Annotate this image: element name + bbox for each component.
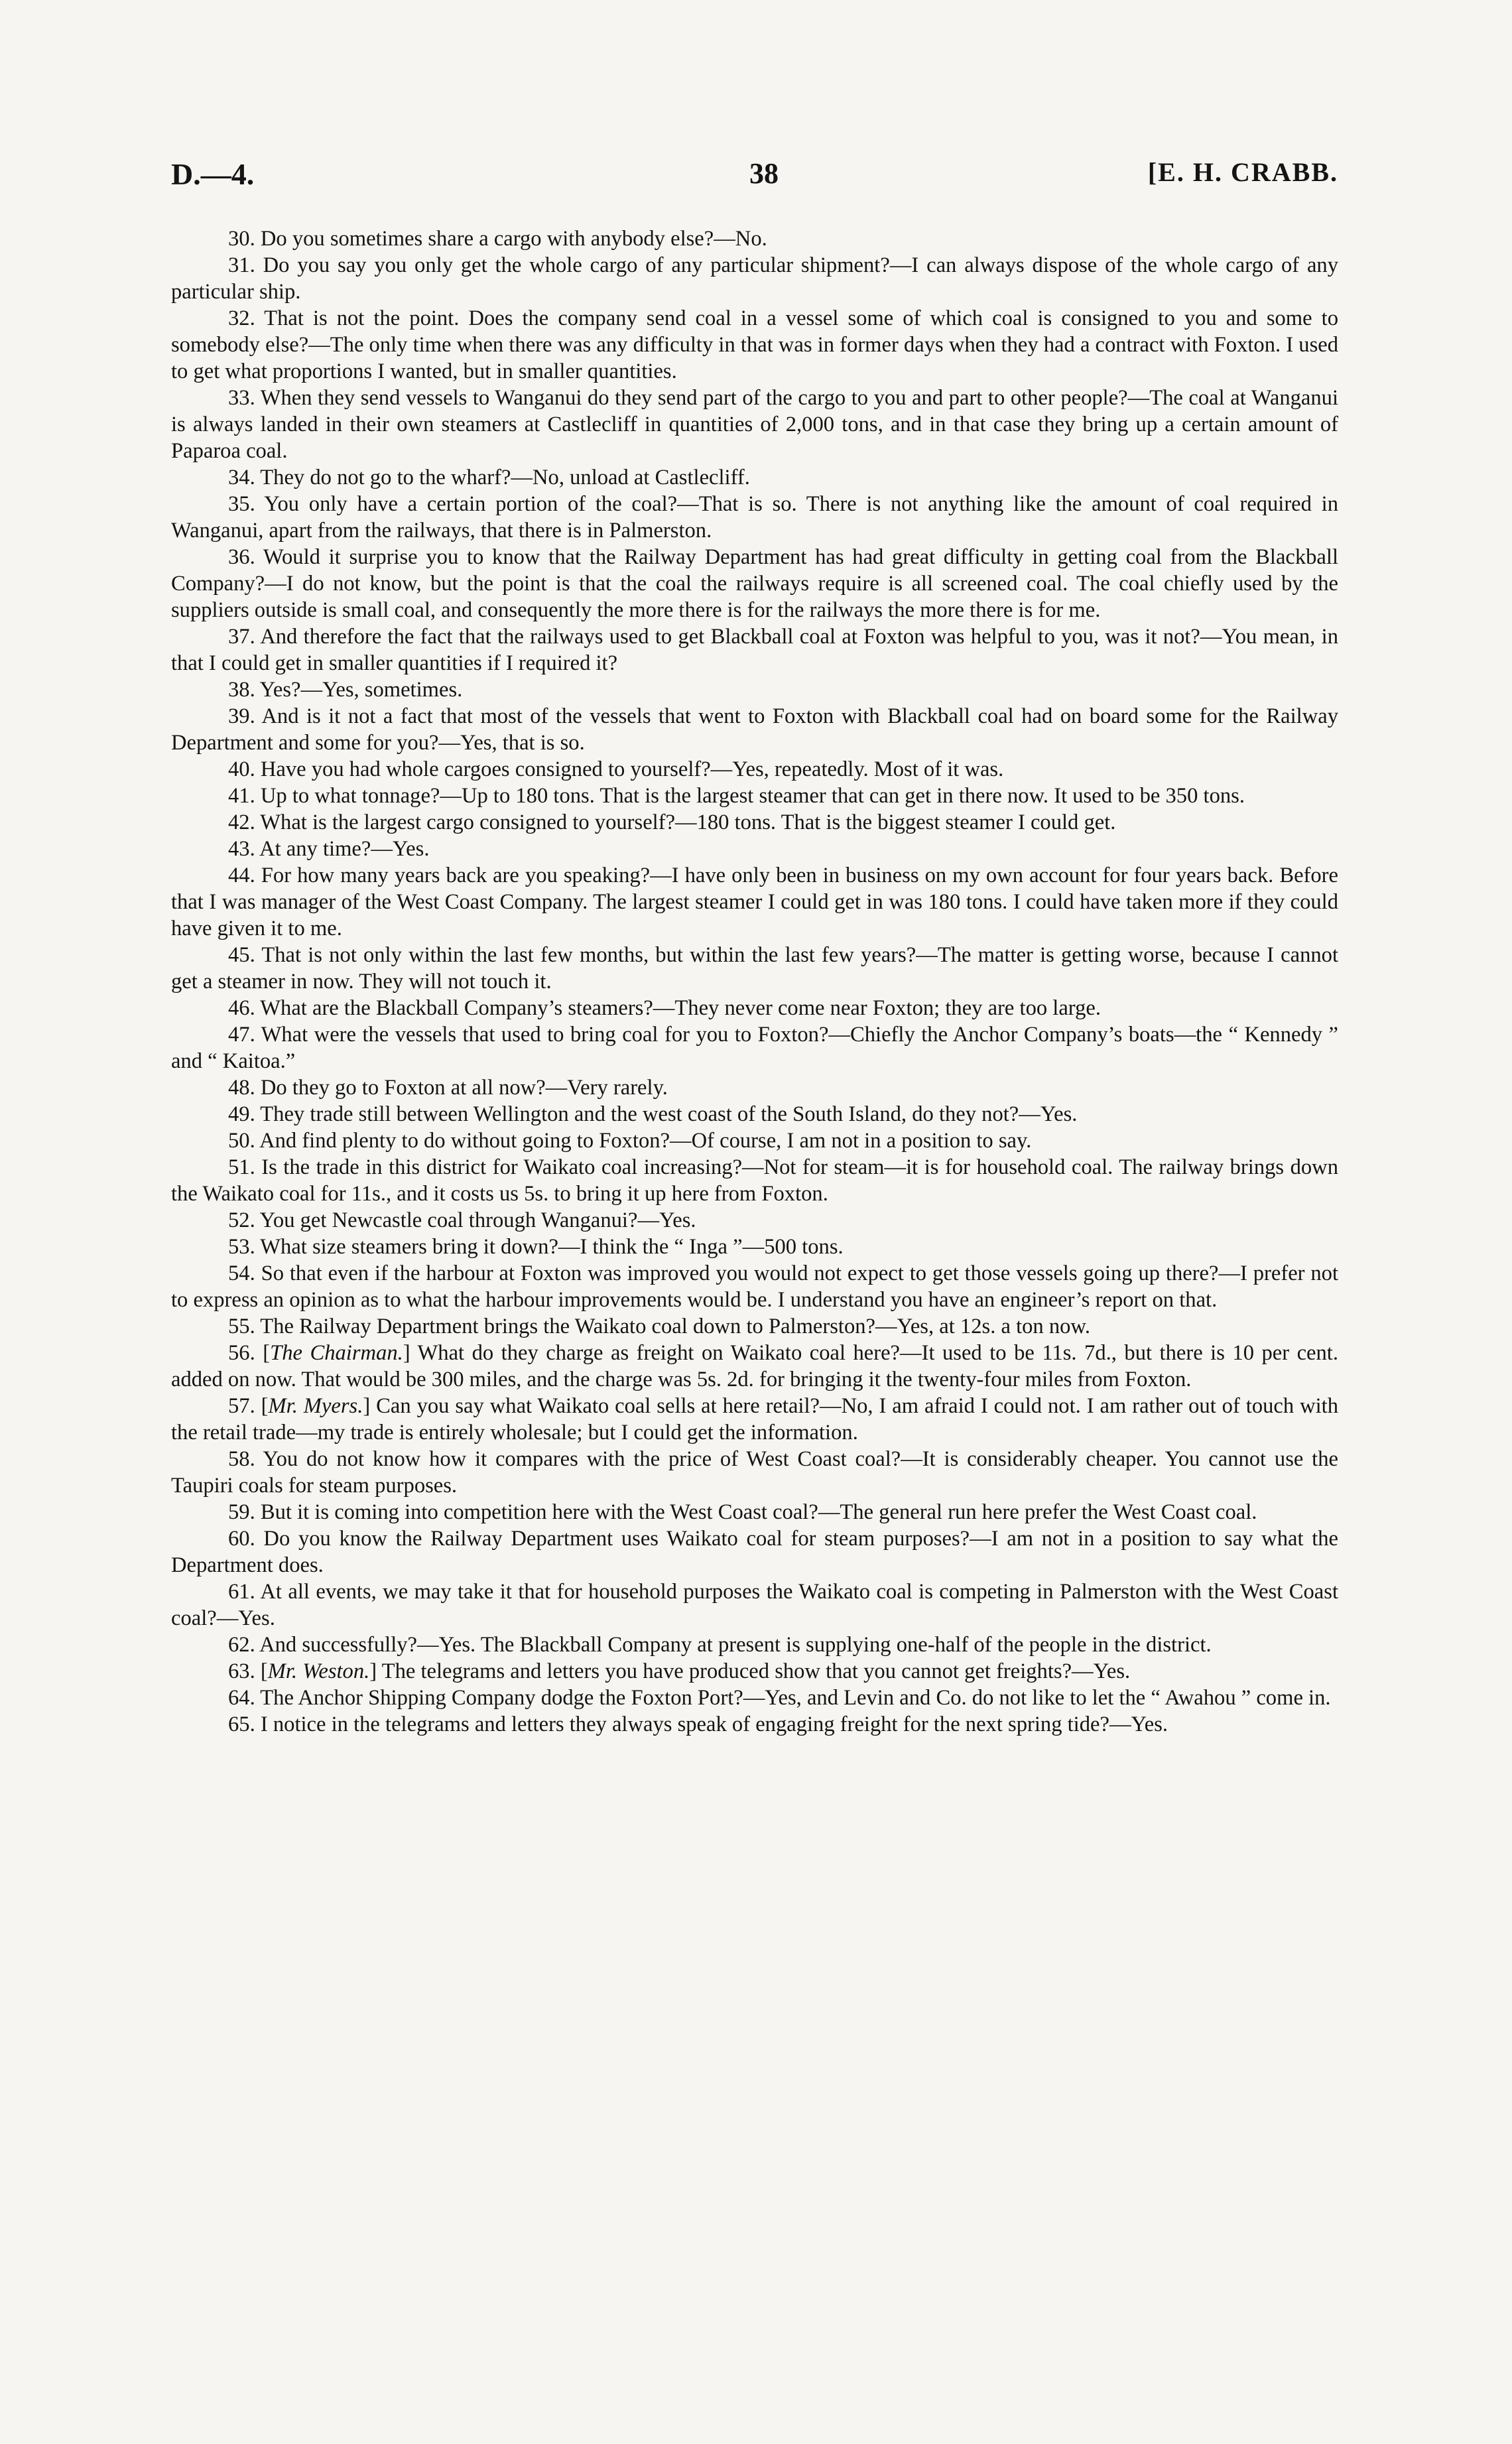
testimony-paragraph: 30. Do you sometimes share a cargo with anybody else?—No.	[228, 227, 767, 251]
witness-name: [E. H. CRABB.	[1147, 157, 1338, 187]
testimony-paragraph: 59. But it is coming into competition here with the West Coast coal?—The general run here prefer the West Coast coal.	[228, 1500, 1257, 1524]
testimony-paragraph: 51. Is the trade in this district for Waikato coal increasing?—Not for steam—it is for household coal. The railway brings down the Waikato coal for 11s., and it costs us 5s. to bring it up here from Foxton.	[171, 1155, 1338, 1206]
testimony-paragraph: 64. The Anchor Shipping Company dodge the Foxton Port?—Yes, and Levin and Co. do not like to let the “ Awahou ” come in.	[228, 1686, 1331, 1710]
testimony-paragraph: 31. Do you say you only get the whole cargo of any particular shipment?—I can always dispose of the whole cargo of any particular ship.	[171, 253, 1338, 304]
testimony-paragraph: 38. Yes?—Yes, sometimes.	[228, 678, 463, 702]
testimony-paragraph: 49. They trade still between Wellington and the west coast of the South Island, do they not?—Yes.	[228, 1102, 1078, 1126]
section-reference: D.—4.	[171, 157, 255, 191]
page-number: 38	[749, 157, 779, 190]
testimony-body	[171, 225, 1338, 1738]
testimony-paragraph: 60. Do you know the Railway Department uses Waikato coal for steam purposes?—I am not in a position to say what the Department does.	[171, 1527, 1338, 1577]
testimony-paragraph: 56. [The Chairman.] What do they charge as freight on Waikato coal here?—It used to be 11s. 7d., but there is 10 per cent. added on now. That would be 300 miles, and the charge was 5s. 2d. for bringing it the twenty-four miles from Foxton.	[171, 1341, 1338, 1391]
testimony-paragraph: 50. And find plenty to do without going to Foxton?—Of course, I am not in a position to say.	[228, 1129, 1032, 1153]
testimony-paragraph: 62. And successfully?—Yes. The Blackball Company at present is supplying one-half of the people in the district.	[228, 1633, 1212, 1657]
testimony-paragraph: 55. The Railway Department brings the Waikato coal down to Palmerston?—Yes, at 12s. a ton now.	[228, 1315, 1090, 1338]
testimony-paragraph: 57. [Mr. Myers.] Can you say what Waikato coal sells at here retail?—No, I am afraid I could not. I am rather out of touch with the retail trade—my trade is entirely wholesale; but I could get the information.	[171, 1394, 1338, 1445]
testimony-paragraph: 45. That is not only within the last few months, but within the last few years?—The matter is getting worse, because I cannot get a steamer in now. They will not touch it.	[171, 943, 1338, 994]
testimony-paragraph: 41. Up to what tonnage?—Up to 180 tons. That is the largest steamer that can get in there now. It used to be 350 tons.	[228, 784, 1245, 808]
testimony-paragraph: 48. Do they go to Foxton at all now?—Very rarely.	[228, 1076, 668, 1100]
testimony-paragraph: 40. Have you had whole cargoes consigned to yourself?—Yes, repeatedly. Most of it was.	[228, 757, 1004, 781]
speaker-name: The Chairman.	[270, 1341, 403, 1365]
testimony-paragraph: 34. They do not go to the wharf?—No, unload at Castlecliff.	[228, 466, 750, 489]
testimony-paragraph: 53. What size steamers bring it down?—I think the “ Inga ”—500 tons.	[228, 1235, 844, 1259]
speaker-name: Mr. Myers.	[268, 1394, 363, 1418]
testimony-paragraph: 61. At all events, we may take it that for household purposes the Waikato coal is competing in Palmerston with the West Coast coal?—Yes.	[171, 1580, 1338, 1630]
testimony-paragraph: 43. At any time?—Yes.	[228, 837, 430, 861]
testimony-paragraph: 42. What is the largest cargo consigned to yourself?—180 tons. That is the biggest steamer I could get.	[228, 810, 1116, 834]
testimony-paragraph: 39. And is it not a fact that most of the vessels that went to Foxton with Blackball coal had on board some for the Railway Department and some for you?—Yes, that is so.	[171, 704, 1338, 755]
testimony-paragraph: 37. And therefore the fact that the railways used to get Blackball coal at Foxton was helpful to you, was it not?—You mean, in that I could get in smaller quantities if I required it?	[171, 625, 1338, 675]
testimony-paragraph: 65. I notice in the telegrams and letters they always speak of engaging freight for the next spring tide?—Yes.	[228, 1712, 1168, 1736]
page-header	[171, 157, 1338, 203]
testimony-paragraph: 35. You only have a certain portion of the coal?—That is so. There is not anything like the amount of coal required in Wanganui, apart from the railways, that there is in Palmerston.	[171, 492, 1338, 543]
testimony-paragraph: 47. What were the vessels that used to bring coal for you to Foxton?—Chiefly the Anchor Company’s boats—the “ Kennedy ” and “ Kaitoa.”	[171, 1023, 1338, 1073]
testimony-paragraph: 54. So that even if the harbour at Foxton was improved you would not expect to get those vessels going up there?—I prefer not to express an opinion as to what the harbour improvements would be. I understand you have an engineer’s report on that.	[171, 1261, 1338, 1312]
testimony-paragraph: 33. When they send vessels to Wanganui do they send part of the cargo to you and part to other people?—The coal at Wanganui is always landed in their own steamers at Castlecliff in quantities of 2,000 tons, and in that case they bring up a certain amount of Paparoa coal.	[171, 386, 1338, 463]
testimony-paragraph: 36. Would it surprise you to know that the Railway Department has had great difficulty in getting coal from the Blackball Company?—I do not know, but the point is that the coal the railways require is all screened coal. The coal chiefly used by the suppliers outside is small coal, and consequently the more there is for the railways the more there is for me.	[171, 545, 1338, 622]
testimony-paragraph: 46. What are the Blackball Company’s steamers?—They never come near Foxton; they are too large.	[228, 996, 1101, 1020]
testimony-paragraph: 58. You do not know how it compares with the price of West Coast coal?—It is considerably cheaper. You cannot use the Taupiri coals for steam purposes.	[171, 1447, 1338, 1498]
testimony-paragraph: 32. That is not the point. Does the company send coal in a vessel some of which coal is consigned to you and some to somebody else?—The only time when there was any difficulty in that was in former days when they had a contract with Foxton. I used to get what proportions I wanted, but in smaller quantities.	[171, 306, 1338, 383]
testimony-paragraph: 44. For how many years back are you speaking?—I have only been in business on my own account for four years back. Before that I was manager of the West Coast Company. The largest steamer I could get in was 180 tons. I could have taken more if they could have given it to me.	[171, 864, 1338, 940]
testimony-paragraph: 52. You get Newcastle coal through Wanganui?—Yes.	[228, 1208, 696, 1232]
testimony-paragraph: 63. [Mr. Weston.] The telegrams and letters you have produced show that you cannot get freights?—Yes.	[228, 1659, 1131, 1683]
speaker-name: Mr. Weston.	[267, 1659, 370, 1683]
